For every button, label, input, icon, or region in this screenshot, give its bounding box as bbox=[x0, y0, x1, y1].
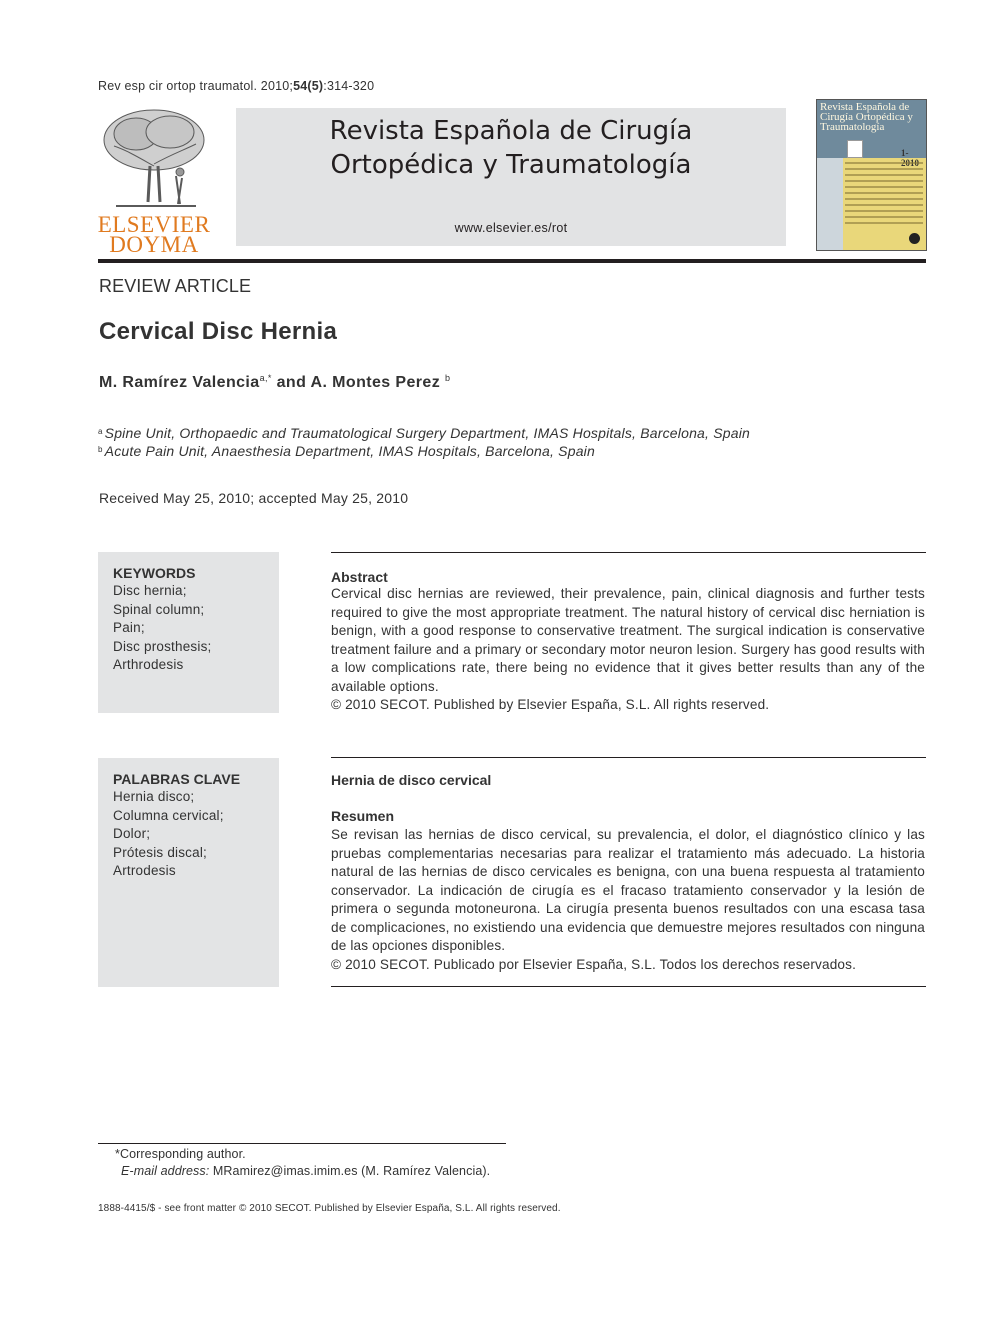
resumen-copyright: © 2010 SECOT. Publicado por Elsevier España, S.L. Todos los derechos reservados. bbox=[331, 956, 857, 972]
article-title: Cervical Disc Hernia bbox=[99, 318, 338, 345]
palabras-clave-box bbox=[98, 758, 279, 987]
list-item: Pain; bbox=[113, 620, 145, 635]
resumen-top-rule bbox=[331, 757, 926, 758]
email-link[interactable]: MRamirez@imas.imim.es (M. Ramírez Valencia). bbox=[209, 1164, 491, 1178]
list-item: Spinal column; bbox=[113, 601, 205, 617]
cover-contents bbox=[845, 162, 923, 228]
list-item: Artrodesis bbox=[113, 863, 176, 878]
cover-figure bbox=[847, 140, 863, 158]
corresponding-author-note: *Corresponding author. bbox=[115, 1147, 246, 1161]
keywords-heading: KEYWORDS bbox=[113, 565, 196, 581]
abstract-top-rule bbox=[331, 552, 926, 553]
palabras-clave-heading: PALABRAS CLAVE bbox=[113, 771, 241, 787]
email-note: E-mail address: MRamirez@imas.imim.es (M. Ramírez Valencia). bbox=[121, 1164, 491, 1178]
spanish-title: Hernia de disco cervical bbox=[331, 772, 492, 788]
palabras-clave-list bbox=[113, 788, 224, 881]
cover-title: Revista Española de Cirugía Ortopédica y Traumatología bbox=[820, 101, 913, 133]
list-item: Prótesis discal; bbox=[113, 844, 207, 860]
resumen-heading: Resumen bbox=[331, 808, 395, 824]
received-dates: Received May 25, 2010; accepted May 25, 2010 bbox=[99, 490, 409, 506]
list-item: Arthrodesis bbox=[113, 657, 184, 672]
elsevier-logo bbox=[96, 106, 212, 257]
publisher-logo-text: ELSEVIER DOYMA bbox=[97, 212, 211, 257]
article-type: REVIEW ARTICLE bbox=[99, 276, 252, 296]
abstract-body: Cervical disc hernias are reviewed, their prevalence, pain, clinical diagnosis and further tests required to give the most appropriate treatment. The natural history of cervical disc herniation is benign, with a good response to conservative treatment. The surgical indication is conservative treatment failure and a primary or secondary motor neuron lesion. Surgery has good results with a low complications rate, there being no evidence that it gives better results than any of the available options. © 2010 SECOT. Published by Elsevier España, S.L. All rights reserved. bbox=[331, 585, 925, 715]
authors: M. Ramírez Valencia$^{a,*}$ and A. Montes Perez $^b$ bbox=[99, 373, 451, 391]
resumen-body: Se revisan las hernias de disco cervical, su prevalencia, el dolor, el diagnóstico clínico y las pruebas complementarias necesarias para realizar el tratamiento más adecuado. La historia natural de las hernias de disco cervicales es benigna, con una buena respuesta al tratamiento conservador. La indicación de cirugía es el fracaso tratamiento conservador y la lesión de primera o segunda motoneurona. La cirugía presenta buenos resultados con una escasa tasa de complicaciones, no existiendo una evidencia que demuestre mejores resultados con ninguna de las opciones disponibles. © 2010 SECOT. Publicado por Elsevier España, S.L. Todos los derechos reservados. bbox=[331, 826, 925, 974]
keywords-box bbox=[98, 552, 279, 713]
keywords-list bbox=[113, 582, 211, 675]
journal-banner bbox=[236, 108, 786, 246]
journal-url[interactable]: www.elsevier.es/rot bbox=[454, 221, 568, 235]
tree-icon bbox=[96, 106, 212, 210]
list-item: Hernia disco; bbox=[113, 789, 195, 804]
journal-cover-thumbnail bbox=[816, 99, 927, 251]
list-item: Disc hernia; bbox=[113, 583, 187, 598]
list-item: Disc prosthesis; bbox=[113, 638, 212, 654]
affiliation-b: $^b$ Acute Pain Unit, Anaesthesia Department, IMAS Hospitals, Barcelona, Spain bbox=[98, 443, 595, 459]
abstract-heading: Abstract bbox=[331, 569, 388, 585]
footnote-divider bbox=[98, 1143, 506, 1144]
cover-issue: 1- bbox=[901, 148, 909, 158]
resumen-bottom-rule bbox=[331, 986, 926, 987]
journal-title: Revista Española de Cirugía Ortopédica y Traumatología bbox=[329, 116, 693, 180]
list-item: Dolor; bbox=[113, 826, 151, 841]
header-divider bbox=[98, 259, 926, 263]
list-item: Columna cervical; bbox=[113, 807, 224, 823]
journal-citation: Rev esp cir ortop traumatol. 2010;54(5):314-320 bbox=[98, 79, 375, 93]
cover-publisher-icon bbox=[909, 233, 920, 244]
affiliation-a: $^a$ Spine Unit, Orthopaedic and Traumatological Surgery Department, IMAS Hospitals, Barcelona, Spain bbox=[98, 425, 751, 441]
front-matter-note: 1888-4415/$ - see front matter © 2010 SECOT. Published by Elsevier España, S.L. All rights reserved. bbox=[98, 1203, 561, 1214]
abstract-copyright: © 2010 SECOT. Published by Elsevier España, S.L. All rights reserved. bbox=[331, 697, 770, 712]
